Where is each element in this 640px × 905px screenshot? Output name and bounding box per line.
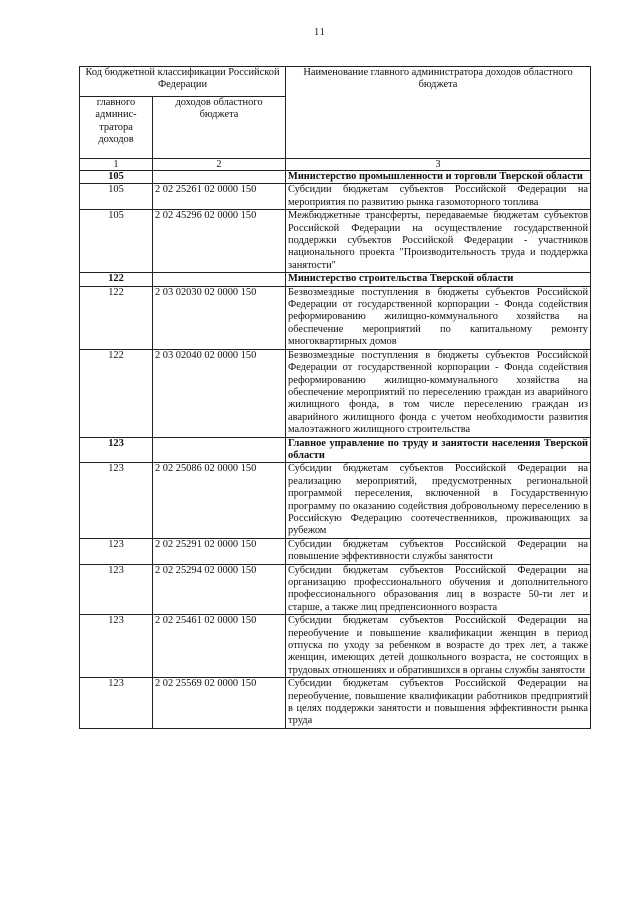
admin-code-cell: 122 — [80, 273, 153, 286]
income-code-cell — [153, 171, 286, 184]
column-number-2: 2 — [153, 159, 286, 171]
admin-code-cell: 105 — [80, 171, 153, 184]
table-row-group — [80, 273, 591, 286]
table-row — [80, 564, 591, 615]
admin-code-cell: 123 — [80, 437, 153, 463]
table-row — [80, 349, 591, 437]
column-number-row — [80, 159, 591, 171]
income-code-cell — [153, 273, 286, 286]
administrator-name-cell: Субсидии бюджетам субъектов Российской Федерации на переобучение и повышение квалификации женщин в период отпуска по уходу за ребенком в возрасте до трех лет, а также женщин, имеющих детей дошкольного возраста, не состоящих в трудовых отношениях и обратившихся в органы службы занятости — [286, 615, 591, 678]
admin-code-cell: 123 — [80, 615, 153, 678]
page-number: 11 — [314, 27, 326, 38]
income-code-cell: 2 02 25294 02 0000 150 — [153, 564, 286, 615]
admin-code-cell: 122 — [80, 286, 153, 349]
income-code-cell: 2 02 45296 02 0000 150 — [153, 210, 286, 273]
administrator-name-cell: Министерство промышленности и торговли Тверской области — [286, 171, 591, 184]
administrator-name-cell: Безвозмездные поступления в бюджеты субъектов Российской Федерации от государственной корпорации - Фонда содействия реформированию жилищно-коммунального хозяйства на обеспечение мероприятий по переселению граждан из аварийного жилищного фонда, в том числе переселению граждан из аварийного жилищного фонда с учетом необходимости развития малоэтажного жилищного строительства — [286, 349, 591, 437]
admin-code-cell: 105 — [80, 210, 153, 273]
income-code-cell: 2 02 25461 02 0000 150 — [153, 615, 286, 678]
income-code-cell: 2 02 25086 02 0000 150 — [153, 463, 286, 538]
admin-code-cell: 123 — [80, 538, 153, 564]
table-row — [80, 463, 591, 538]
header-admin-column: главного админис-тратора доходов — [80, 97, 153, 159]
income-code-cell: 2 02 25261 02 0000 150 — [153, 184, 286, 210]
table-body — [80, 67, 591, 729]
administrator-name-cell: Субсидии бюджетам субъектов Российской Федерации на переобучение, повышение квалификации работников предприятий в целях поддержки занятости и повышения эффективности рынка труда — [286, 678, 591, 729]
administrator-name-cell: Главное управление по труду и занятости населения Тверской области — [286, 437, 591, 463]
administrator-name-cell: Межбюджетные трансферты, передаваемые бюджетам субъектов Российской Федерации на осуществление государственной поддержки субъектов Российской Федерации - участников национального проекта "Производительность труда и поддержка занятости" — [286, 210, 591, 273]
table-row — [80, 678, 591, 729]
column-number-3: 3 — [286, 159, 591, 171]
income-code-cell: 2 02 25569 02 0000 150 — [153, 678, 286, 729]
income-code-cell: 2 03 02030 02 0000 150 — [153, 286, 286, 349]
administrator-name-cell: Субсидии бюджетам субъектов Российской Федерации на реализацию мероприятий, предусмотренных региональной программой переселения, включенной в Государственную программу по оказанию содействия добровольному переселению в Российскую Федерацию соотечественников, проживающих за рубежом — [286, 463, 591, 538]
admin-code-cell: 123 — [80, 678, 153, 729]
income-code-cell: 2 02 25291 02 0000 150 — [153, 538, 286, 564]
administrator-name-cell: Министерство строительства Тверской области — [286, 273, 591, 286]
admin-code-cell: 123 — [80, 463, 153, 538]
header-code-group: Код бюджетной классификации Российской Федерации — [80, 67, 286, 97]
table-row-group — [80, 171, 591, 184]
table-row — [80, 184, 591, 210]
administrator-name-cell: Безвозмездные поступления в бюджеты субъектов Российской Федерации от государственной корпорации - Фонда содействия реформированию жилищно-коммунального хозяйства на обеспечение мероприятий по капитальному ремонту многоквартирных домов — [286, 286, 591, 349]
table-row-group — [80, 437, 591, 463]
budget-classification-table — [79, 66, 591, 729]
header-name-column: Наименование главного администратора доходов областного бюджета — [286, 67, 591, 159]
income-code-cell — [153, 437, 286, 463]
admin-code-cell: 122 — [80, 349, 153, 437]
admin-code-cell: 123 — [80, 564, 153, 615]
column-number-1: 1 — [80, 159, 153, 171]
administrator-name-cell: Субсидии бюджетам субъектов Российской Федерации на повышение эффективности службы занятости — [286, 538, 591, 564]
header-row-top — [80, 67, 591, 97]
table-row — [80, 286, 591, 349]
table-row — [80, 210, 591, 273]
administrator-name-cell: Субсидии бюджетам субъектов Российской Федерации на мероприятия по развитию рынка газомоторного топлива — [286, 184, 591, 210]
administrator-name-cell: Субсидии бюджетам субъектов Российской Федерации на организацию профессионального обучения и дополнительного профессионального образования лиц в возрасте 50-ти лет и старше, а также лиц предпенсионного возраста — [286, 564, 591, 615]
income-code-cell: 2 03 02040 02 0000 150 — [153, 349, 286, 437]
table-row — [80, 538, 591, 564]
table-row — [80, 615, 591, 678]
header-income-column: доходов областного бюджета — [153, 97, 286, 159]
admin-code-cell: 105 — [80, 184, 153, 210]
